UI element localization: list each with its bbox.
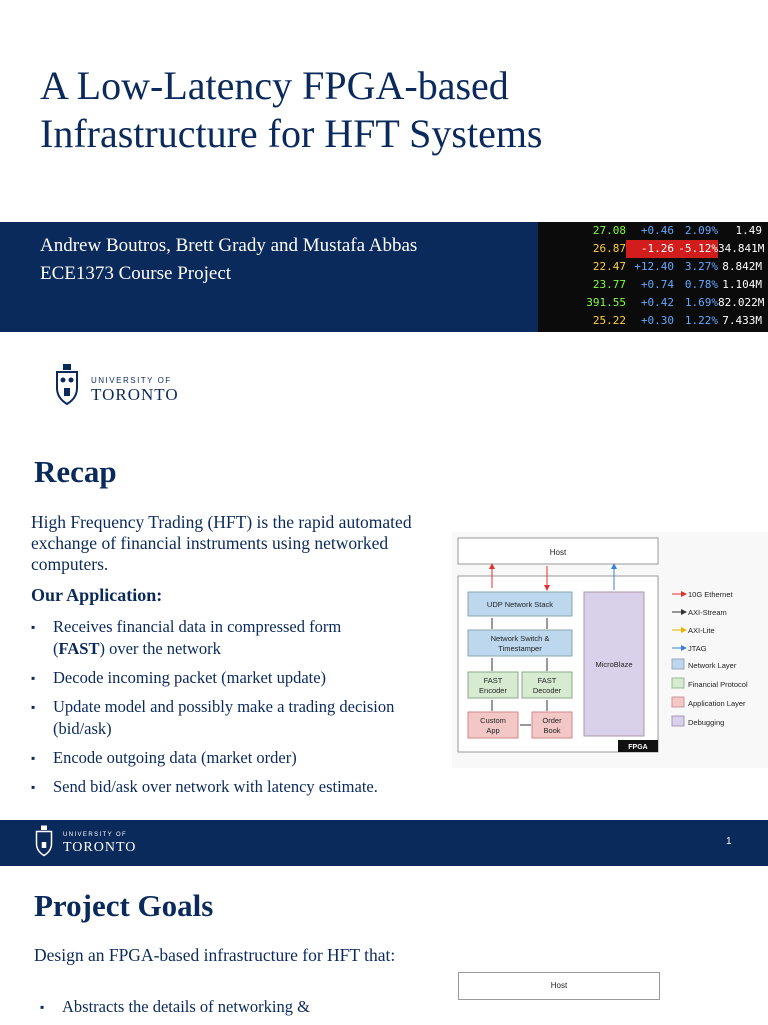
recap-bullet-list: [31, 616, 441, 805]
course-text: ECE1373 Course Project: [40, 263, 232, 284]
title-line-2: Infrastructure for HFT Systems: [40, 111, 543, 156]
project-goals-heading: Project Goals: [34, 888, 214, 923]
fast-decoder-label-2: Decoder: [532, 686, 562, 695]
fast-encoder-label-2: Encoder: [479, 686, 507, 695]
recap-heading: Recap: [34, 454, 117, 489]
ticker-row: [538, 276, 768, 294]
ticker-cell: +0.30: [640, 314, 674, 327]
slide-title: [40, 62, 740, 158]
footer-logo-toronto: TORONTO: [63, 840, 137, 855]
title-line-1: A Low-Latency FPGA-based: [40, 63, 509, 108]
ticker-cell: 27.08: [592, 224, 626, 237]
ticker-cell: 22.47: [592, 260, 626, 273]
fpga-label: FPGA: [628, 744, 648, 751]
switch-label-1: Network Switch &: [490, 634, 550, 643]
ticker-cell: +12.40: [634, 260, 674, 273]
bullet-item: ▪ Encode outgoing data (market order): [31, 747, 441, 769]
ticker-row: [538, 240, 768, 258]
crest-icon: [55, 364, 79, 408]
ticker-row: [538, 222, 768, 240]
microblaze-label: MicroBlaze: [595, 660, 633, 669]
bullet-item: ▪ Abstracts the details of networking &: [40, 996, 420, 1018]
stock-ticker-image: [538, 222, 768, 332]
ticker-cell: +0.42: [640, 296, 674, 309]
our-application-heading: Our Application:: [31, 585, 163, 605]
bullet-item: ▪ Send bid/ask over network with latency estimate.: [31, 776, 441, 798]
bullet-text: Receives financial data in compressed form: [53, 617, 342, 636]
ticker-cell: 2.09%: [684, 224, 718, 237]
legend-label: Application Layer: [688, 699, 746, 708]
bullet-bold: FAST: [58, 639, 100, 658]
university-logo: [55, 364, 205, 408]
goals-host-label: Host: [550, 981, 568, 990]
ticker-cell: +0.74: [640, 278, 674, 291]
ticker-cell: 25.22: [592, 314, 626, 327]
legend-label: 10G Ethernet: [688, 590, 733, 599]
legend-label: Network Layer: [688, 661, 737, 670]
ticker-cell: 1.49: [735, 224, 762, 237]
udp-label: UDP Network Stack: [486, 600, 554, 609]
ticker-cell: +0.46: [640, 224, 674, 237]
ticker-cell: -1.26: [626, 240, 674, 258]
ticker-cell: 34.841M: [718, 242, 765, 255]
bullet-item: ▪ Update model and possibly make a trading decision (bid/ask): [31, 696, 441, 740]
ticker-cell: 391.55: [586, 296, 626, 309]
recap-intro: High Frequency Trading (HFT) is the rapid automated exchange of financial instruments using networked computers.: [31, 512, 412, 574]
ticker-row: [538, 294, 768, 312]
ticker-row: [538, 258, 768, 276]
authors-text: Andrew Boutros, Brett Grady and Mustafa Abbas: [40, 235, 418, 256]
legend-label: AXI-Stream: [688, 608, 727, 617]
fast-decoder-label-1: FAST: [537, 676, 557, 685]
switch-label-2: Timestamper: [498, 644, 542, 653]
ticker-cell: 7.433M: [722, 314, 762, 327]
architecture-diagram: [452, 532, 768, 768]
ticker-cell: 8.842M: [722, 260, 762, 273]
ticker-cell: 1.22%: [684, 314, 718, 327]
page-number: 1: [726, 836, 732, 847]
legend-label: Debugging: [688, 718, 725, 727]
host-label: Host: [549, 548, 567, 557]
legend-label: Financial Protocol: [688, 680, 748, 689]
ticker-row: [538, 312, 768, 330]
ticker-cell: 82.022M: [718, 296, 765, 309]
ticker-cell: 1.69%: [684, 296, 718, 309]
custom-app-label-2: App: [486, 726, 500, 735]
ticker-cell: 1.104M: [722, 278, 762, 291]
goals-intro: Design an FPGA-based infrastructure for HFT that:: [34, 945, 396, 965]
custom-app-label-1: Custom: [480, 716, 506, 725]
fast-encoder-label-1: FAST: [483, 676, 503, 685]
ticker-cell: 3.27%: [684, 260, 718, 273]
goals-diagram-host-box: [458, 972, 660, 1000]
footer-logo-university-of: UNIVERSITY OF: [63, 832, 128, 838]
order-book-label-2: Book: [543, 726, 561, 735]
ticker-cell: -5.12%: [674, 240, 718, 258]
author-block: [40, 232, 417, 288]
legend-label: JTAG: [688, 644, 707, 653]
bullet-item: ▪ Receives financial data in compressed form (FAST) over the network: [31, 616, 441, 660]
footer-university-logo: [35, 825, 155, 861]
order-book-label-1: Order: [542, 716, 562, 725]
logo-toronto: TORONTO: [91, 385, 179, 404]
ticker-cell: 26.87: [592, 242, 626, 255]
crest-icon: [35, 825, 53, 859]
goals-bullet-list: [40, 996, 420, 1025]
ticker-cell: 0.78%: [684, 278, 718, 291]
ticker-cell: 23.77: [592, 278, 626, 291]
logo-university-of: UNIVERSITY OF: [91, 376, 172, 385]
bullet-item: ▪ Decode incoming packet (market update): [31, 667, 441, 689]
legend-label: AXI-Lite: [688, 626, 715, 635]
